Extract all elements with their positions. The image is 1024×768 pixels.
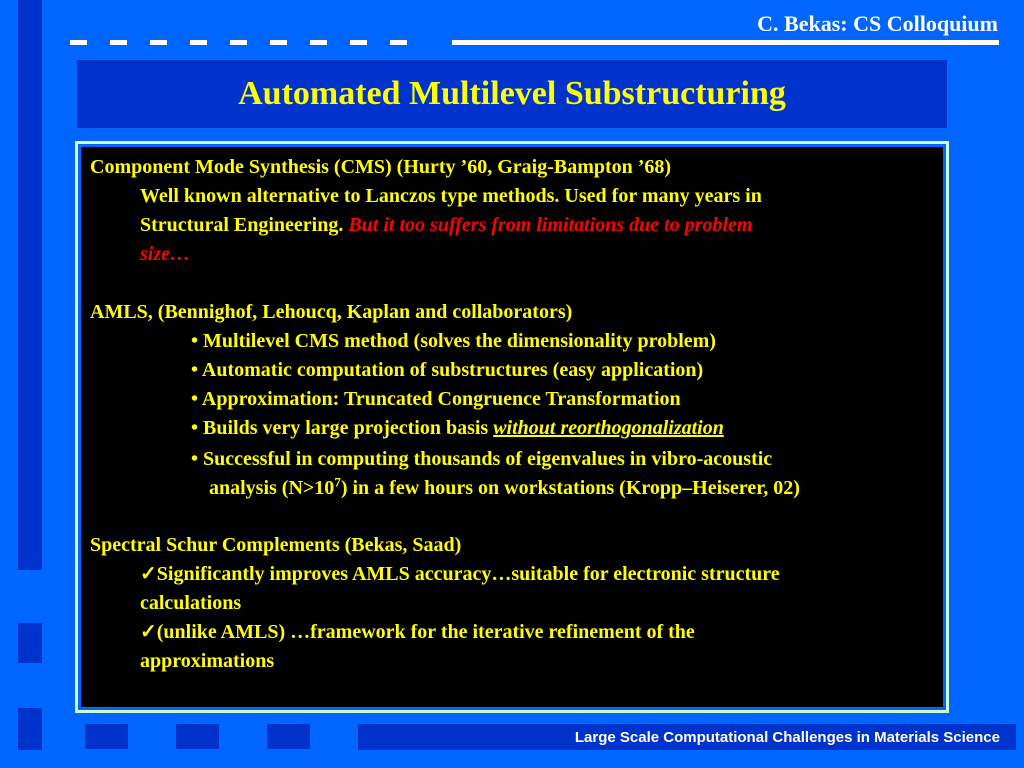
dash — [310, 40, 327, 45]
footer-text: Large Scale Computational Challenges in Materials Science — [574, 729, 1000, 746]
title-box — [77, 60, 947, 128]
amls-bullet — [191, 387, 681, 411]
amls-bullet — [191, 358, 703, 382]
ssc-item-continuation: calculations — [140, 592, 242, 614]
footer-bar — [358, 724, 1016, 750]
footer-square — [176, 724, 219, 749]
dash — [150, 40, 167, 45]
checkmark-icon: ✓ — [140, 563, 157, 585]
content-panel — [75, 141, 949, 713]
amls-bullet-text: Multilevel CMS method (solves the dimensionality problem) — [203, 330, 716, 352]
amls-bullet-continuation — [209, 476, 800, 500]
footer-square — [267, 724, 310, 749]
cms-limitation-text: But it too suffers from limitations due to problem — [348, 214, 753, 236]
amls-emphasis-text: without reorthogonalization — [493, 417, 724, 439]
amls-bullet — [191, 329, 716, 353]
ssc-item — [140, 562, 780, 586]
header-author: C. Bekas: CS Colloquium — [757, 11, 998, 36]
dash — [390, 40, 407, 45]
bullet-icon: • — [191, 330, 199, 352]
dash — [230, 40, 247, 45]
dash — [350, 40, 367, 45]
amls-bullet-text: Successful in computing thousands of eigenvalues in vibro-acoustic — [203, 448, 773, 470]
cms-line-text: Structural Engineering. — [140, 214, 349, 236]
slide-title: Automated Multilevel Substructuring — [238, 75, 786, 112]
left-stripe-block — [18, 623, 42, 663]
cms-heading: Component Mode Synthesis (CMS) (Hurty ’60, Graig-Bampton ’68) — [90, 156, 672, 178]
ssc-item — [140, 620, 695, 644]
bullet-icon: • — [191, 448, 199, 470]
bullet-icon: • — [191, 388, 199, 410]
dash — [70, 40, 87, 45]
ssc-item-text: (unlike AMLS) …framework for the iterative refinement of the — [156, 621, 695, 643]
dash — [110, 40, 127, 45]
left-stripe-bar — [18, 0, 42, 570]
cms-limitation-text: size… — [140, 243, 190, 265]
bullet-icon: • — [191, 359, 199, 381]
checkmark-icon: ✓ — [140, 621, 157, 643]
amls-bullet-text: analysis (N>10 — [209, 477, 335, 499]
ssc-item-continuation: approximations — [140, 650, 275, 672]
amls-heading: AMLS, (Bennighof, Lehoucq, Kaplan and collaborators) — [90, 301, 573, 323]
dash — [270, 40, 287, 45]
bullet-icon: • — [191, 417, 199, 439]
left-stripe-block — [18, 708, 42, 750]
header-solid-rule — [452, 40, 999, 45]
ssc-item-text: Significantly improves AMLS accuracy…suitable for electronic structure — [156, 563, 780, 585]
footer-square — [85, 724, 128, 749]
content-panel-body — [81, 147, 943, 707]
amls-bullet — [191, 447, 772, 471]
dash — [190, 40, 207, 45]
amls-bullet — [191, 416, 724, 440]
header-dashed-rule — [70, 40, 407, 45]
amls-bullet-text: Approximation: Truncated Congruence Transformation — [201, 388, 681, 410]
cms-line — [140, 213, 752, 237]
amls-bullet-text: Builds very large projection basis — [203, 417, 494, 439]
ssc-heading: Spectral Schur Complements (Bekas, Saad) — [90, 534, 462, 556]
cms-line: Well known alternative to Lanczos type methods. Used for many years in — [140, 185, 762, 207]
exponent: 7 — [334, 474, 341, 490]
amls-bullet-text: ) in a few hours on workstations (Kropp–Heiserer, 02) — [340, 477, 800, 499]
amls-bullet-text: Automatic computation of substructures (easy application) — [201, 359, 704, 381]
